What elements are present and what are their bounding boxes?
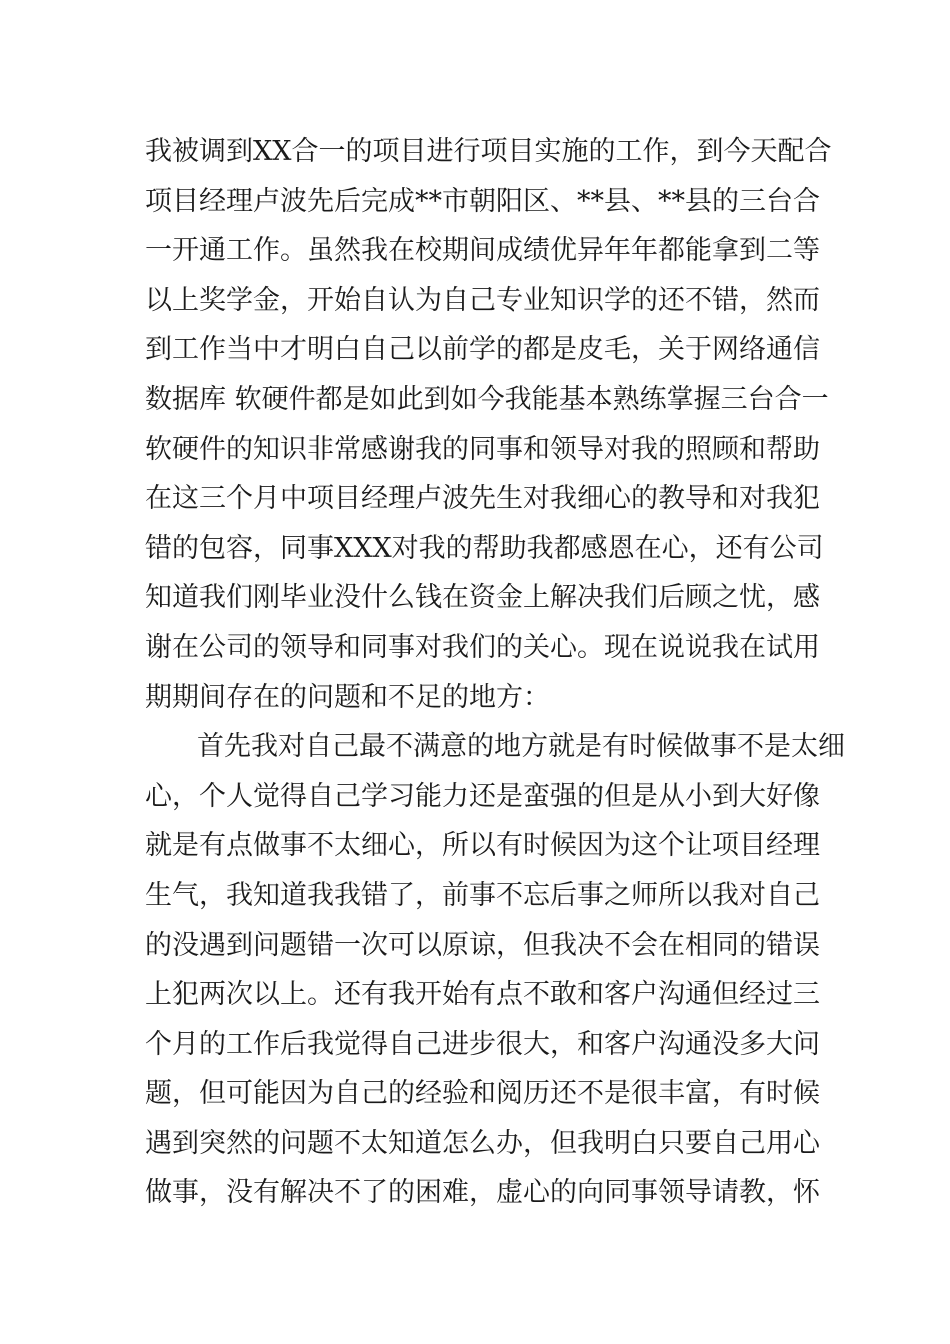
text-line: 数据库 软硬件都是如此到如今我能基本熟练掌握三台合一	[145, 383, 829, 415]
body-text	[145, 127, 845, 1218]
text-line: 做事，没有解决不了的困难，虚心的向同事领导请教，怀	[145, 1177, 820, 1209]
text-line: 到工作当中才明白自己以前学的都是皮毛，关于网络通信	[145, 334, 820, 366]
text-line: 就是有点做事不太细心，所以有时候因为这个让项目经理	[145, 830, 820, 862]
text-line: 心，个人觉得自己学习能力还是蛮强的但是从小到大好像	[145, 780, 820, 812]
text-line: 软硬件的知识非常感谢我的同事和领导对我的照顾和帮助	[145, 433, 820, 465]
text-line: 期期间存在的问题和不足的地方：	[145, 681, 550, 713]
text-line: 错的包容，同事XXX对我的帮助我都感恩在心，还有公司	[145, 532, 824, 564]
text-line: 题，但可能因为自己的经验和阅历还不是很丰富，有时候	[145, 1078, 820, 1110]
text-line: 生气，我知道我我错了，前事不忘后事之师所以我对自己	[145, 879, 820, 911]
text-line: 个月的工作后我觉得自己进步很大，和客户沟通没多大问	[145, 1028, 820, 1060]
text-line: 首先我对自己最不满意的地方就是有时候做事不是太细	[197, 731, 845, 763]
text-line: 知道我们刚毕业没什么钱在资金上解决我们后顾之忧，感	[145, 582, 820, 614]
text-line: 上犯两次以上。还有我开始有点不敢和客户沟通但经过三	[145, 979, 820, 1011]
text-line: 谢在公司的领导和同事对我们的关心。现在说说我在试用	[145, 631, 820, 663]
text-line: 遇到突然的问题不太知道怎么办，但我明白只要自己用心	[145, 1127, 820, 1159]
text-line: 我被调到XX合一的项目进行项目实施的工作，到今天配合	[145, 136, 832, 167]
text-line: 的没遇到问题错一次可以原谅，但我决不会在相同的错误	[145, 929, 820, 961]
text-line: 在这三个月中项目经理卢波先生对我细心的教导和对我犯	[145, 483, 820, 515]
text-line: 以上奖学金，开始自认为自己专业知识学的还不错，然而	[145, 284, 820, 316]
text-line: 项目经理卢波先后完成**市朝阳区、**县、**县的三台合	[145, 185, 820, 217]
text-line: 一开通工作。虽然我在校期间成绩优异年年都能拿到二等	[145, 235, 820, 267]
